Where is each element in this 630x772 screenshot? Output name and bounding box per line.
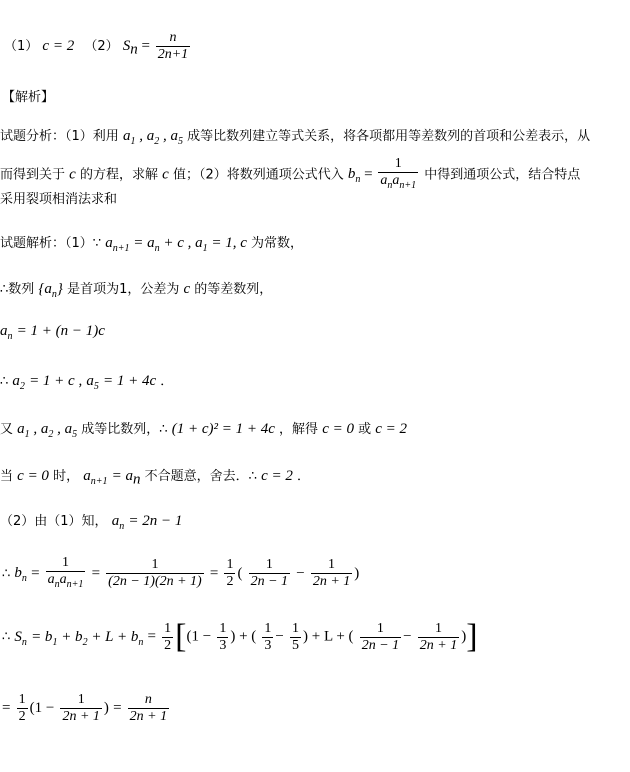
bn-eq2: = <box>91 565 101 582</box>
answer-eq: = <box>137 38 154 54</box>
answer-s: S <box>122 38 131 54</box>
bn-frac4 <box>311 557 352 590</box>
sn-f13b-den: 3 <box>264 637 272 653</box>
sn-f13-den: 3 <box>219 637 227 653</box>
answer-c-value: c = 2 <box>42 38 75 54</box>
bn-frac2-den: (2n − 1)(2n + 1) <box>108 574 202 590</box>
answer-fraction <box>156 30 190 63</box>
final-eq2: = <box>113 700 122 716</box>
solution-s5-tail: ，解得 <box>279 422 319 437</box>
sn-f15 <box>290 621 301 654</box>
bn-frac2-num: 1 <box>106 557 204 574</box>
final-result-num: n <box>128 692 169 709</box>
sn-f13b <box>262 621 273 654</box>
final-half-num: 1 <box>18 692 26 707</box>
solution-sn-formula: ∴ $S_n = b_1 + b_2 + L + b_n$ = $\frac{1}{2}$ [(1 − $\frac{1}{3}$ ) + ( $\frac{1}{3}$ − $\frac{1}{5}$ ) + L + ( $\frac{1}{2n - 1}$ − $\frac{1}{2n + 1}$ )] <box>2 618 478 655</box>
solution-line-1 <box>0 232 303 254</box>
answer-s-sub: n <box>130 41 138 58</box>
sn-fp-num: 1 <box>418 621 459 638</box>
sn-f15-num: 1 <box>292 620 300 636</box>
solution-or: 或 <box>358 422 372 437</box>
analysis-text-5: 值；（2）将数列通项公式代入 <box>172 167 344 183</box>
sn-f13-num: 1 <box>219 620 227 636</box>
sn-half <box>162 621 173 654</box>
analysis-line-2: 而得到关于 c 的方程，求解 c 值；（2）将数列通项公式代入 $b_n$ = $\frac{1}{a_na_{n+1}}$ 中得到通项公式，结合特点 <box>0 156 580 194</box>
bn-frac2 <box>106 557 204 590</box>
sn-sum: = $b_1 + b_2 + L + b_n$ <box>31 628 144 648</box>
analysis-bn: $b_n$ <box>347 166 361 186</box>
bn-symbol: $b_n$ <box>14 565 27 585</box>
solution-a5: $a_5$ <box>86 373 99 392</box>
sn-fp-den: 2n + 1 <box>419 637 458 653</box>
analysis-text-1: （1）利用 <box>65 129 119 144</box>
sn-therefore: ∴ <box>2 629 11 645</box>
solution-s5-mid: 成等比数列，∴ <box>81 422 168 437</box>
solution-s4-tail: ． <box>160 374 174 389</box>
answer-line <box>4 30 192 63</box>
bn-therefore: ∴ <box>2 566 11 582</box>
analysis-text-6: 中得到通项公式，结合特点 <box>424 167 581 183</box>
solution-bn-formula: ∴ $b_n$ = $\frac{1}{a_na_{n+1}}$ = $\frac{1}{(2n - 1)(2n + 1)}$ = $\frac{1}{2}$ ( $\frac{1}{2n - 1}$ − $\frac{1}{2n + 1}$ ) <box>2 555 359 593</box>
sn-fp <box>418 621 459 654</box>
bn-minus: − <box>296 565 305 582</box>
bn-frac1-num: 1 <box>46 555 86 572</box>
solution-s6-pre: 当 <box>0 469 14 484</box>
solution-s6-c0: c = 0 <box>17 468 49 484</box>
final-half <box>17 692 28 725</box>
sn-f13b-num: 1 <box>264 620 272 636</box>
solution-line-3 <box>0 323 105 342</box>
bn-half-den: 2 <box>226 574 234 590</box>
solution-s4-pre: ∴ <box>0 374 9 389</box>
sn-eq: = <box>147 628 156 645</box>
answer-part2-label: （2） <box>84 39 119 54</box>
solution-line-7 <box>0 510 182 532</box>
analysis-text-2: 成等比数列建立等式关系，将各项都用等差数列的首项和公差表示，从 <box>187 129 591 144</box>
solution-an: $a_n$ <box>0 323 13 342</box>
solution-s2-tail: 的等差数列， <box>194 282 273 297</box>
bn-half <box>224 557 235 590</box>
sn-half-den: 2 <box>164 637 172 653</box>
final-result-den: 2n + 1 <box>129 709 168 724</box>
analysis-line-1 <box>0 125 590 147</box>
solution-s6-text: 不合题意，舍去．∴ <box>144 469 257 484</box>
sn-symbol: $S_n$ <box>14 628 27 648</box>
analysis-text-3: 而得到关于 <box>0 167 66 183</box>
solution-s5-eq: (1 + c)² = 1 + 4c <box>171 421 275 437</box>
solution-c2: c = 2 <box>375 421 408 437</box>
solution-s6-tail: ． <box>296 469 310 484</box>
analysis-text-4: 的方程，求解 <box>79 167 158 183</box>
sn-half-num: 1 <box>164 620 172 636</box>
bn-half-num: 1 <box>226 557 234 573</box>
solution-recurrence: $a_{n+1} = a_n + c$ , $a_1 = 1$, c <box>105 235 247 254</box>
section-header: 【解析】 <box>2 90 55 105</box>
bn-frac3 <box>249 557 290 590</box>
solution-s7-val: = 2n − 1 <box>128 513 183 529</box>
final-frac-num: 1 <box>60 692 101 709</box>
solution-s7-an: $a_n$ <box>111 513 125 532</box>
analysis-fraction <box>378 156 418 194</box>
sn-fm-den: 2n − 1 <box>361 637 400 653</box>
solution-terms: $a_1$ , $a_2$ , $a_5$ <box>17 421 78 440</box>
sn-fm <box>360 621 401 654</box>
solution-a5-val: = 1 + 4c <box>103 373 157 389</box>
solution-s2-mid: 是首项为1，公差为 <box>67 282 180 297</box>
final-eq1: = <box>2 700 11 716</box>
bn-frac4-num: 1 <box>311 557 352 574</box>
sn-f13 <box>217 621 228 654</box>
solution-label: 试题解析： <box>0 236 66 251</box>
analysis-terms: $a_1$ , $a_2$ , $a_5$ <box>122 128 183 147</box>
solution-line-4 <box>0 370 173 392</box>
analysis-c1: c <box>69 166 76 183</box>
solution-s1-tail: 为常数， <box>251 236 304 251</box>
solution-line-5 <box>0 418 407 440</box>
solution-final-formula: = $\frac{1}{2}$ (1 − $\frac{1}{2n + 1}$ ) = $\frac{n}{2n + 1}$ <box>2 692 168 724</box>
solution-s2-c: c <box>183 281 191 297</box>
sn-fm-num: 1 <box>360 621 401 638</box>
analysis-frac-num: 1 <box>378 156 418 173</box>
analysis-c2: c <box>162 166 169 183</box>
solution-s6-mid: 时， <box>53 469 80 484</box>
solution-s6-c2: c = 2 <box>261 468 293 484</box>
bn-frac3-den: 2n − 1 <box>250 574 289 590</box>
solution-a2: $a_2$ <box>12 373 25 392</box>
final-result <box>128 692 169 725</box>
final-frac-den: 2n + 1 <box>62 709 100 724</box>
solution-s6-an1: $a_{n+1}$ <box>83 468 108 487</box>
analysis-label: 试题分析： <box>0 129 66 144</box>
solution-s1-pre: （1）∵ <box>65 236 102 251</box>
analysis-frac-den: $a_na_{n+1}$ <box>380 173 417 191</box>
bn-frac4-den: 2n + 1 <box>312 574 351 590</box>
solution-c0: c = 0 <box>322 421 354 437</box>
solution-line-6: 当 c = 0 时， $a_{n+1} = a_n$ 不合题意，舍去．∴ c = 2 ． <box>0 468 310 488</box>
solution-s3: = 1 + (n − 1)c <box>16 323 105 339</box>
solution-s7-pre: （2）由（1）知， <box>0 514 108 529</box>
solution-s2-pre: ∴数列 <box>0 282 35 297</box>
bn-eq3: = <box>209 565 219 582</box>
bn-frac1 <box>46 555 86 593</box>
sn-f15-den: 5 <box>292 637 300 653</box>
bn-frac1-den: $a_na_{n+1}$ <box>47 572 84 590</box>
solution-line-2 <box>0 278 272 300</box>
solution-s6-eq: = a <box>111 468 133 484</box>
final-frac <box>60 692 101 725</box>
final-half-den: 2 <box>18 709 26 724</box>
solution-seq: $\{a_n\}$ <box>38 281 63 300</box>
answer-den: 2n+1 <box>157 47 189 62</box>
solution-s5-pre: 又 <box>0 422 14 437</box>
analysis-line-3: 采用裂项相消法求和 <box>0 192 118 207</box>
bn-eq1: = <box>31 565 40 582</box>
answer-part1-label: （1） <box>4 39 39 54</box>
answer-num: n <box>156 30 190 47</box>
solution-a2-val: = 1 + c , <box>29 373 83 389</box>
bn-frac3-num: 1 <box>249 557 290 574</box>
